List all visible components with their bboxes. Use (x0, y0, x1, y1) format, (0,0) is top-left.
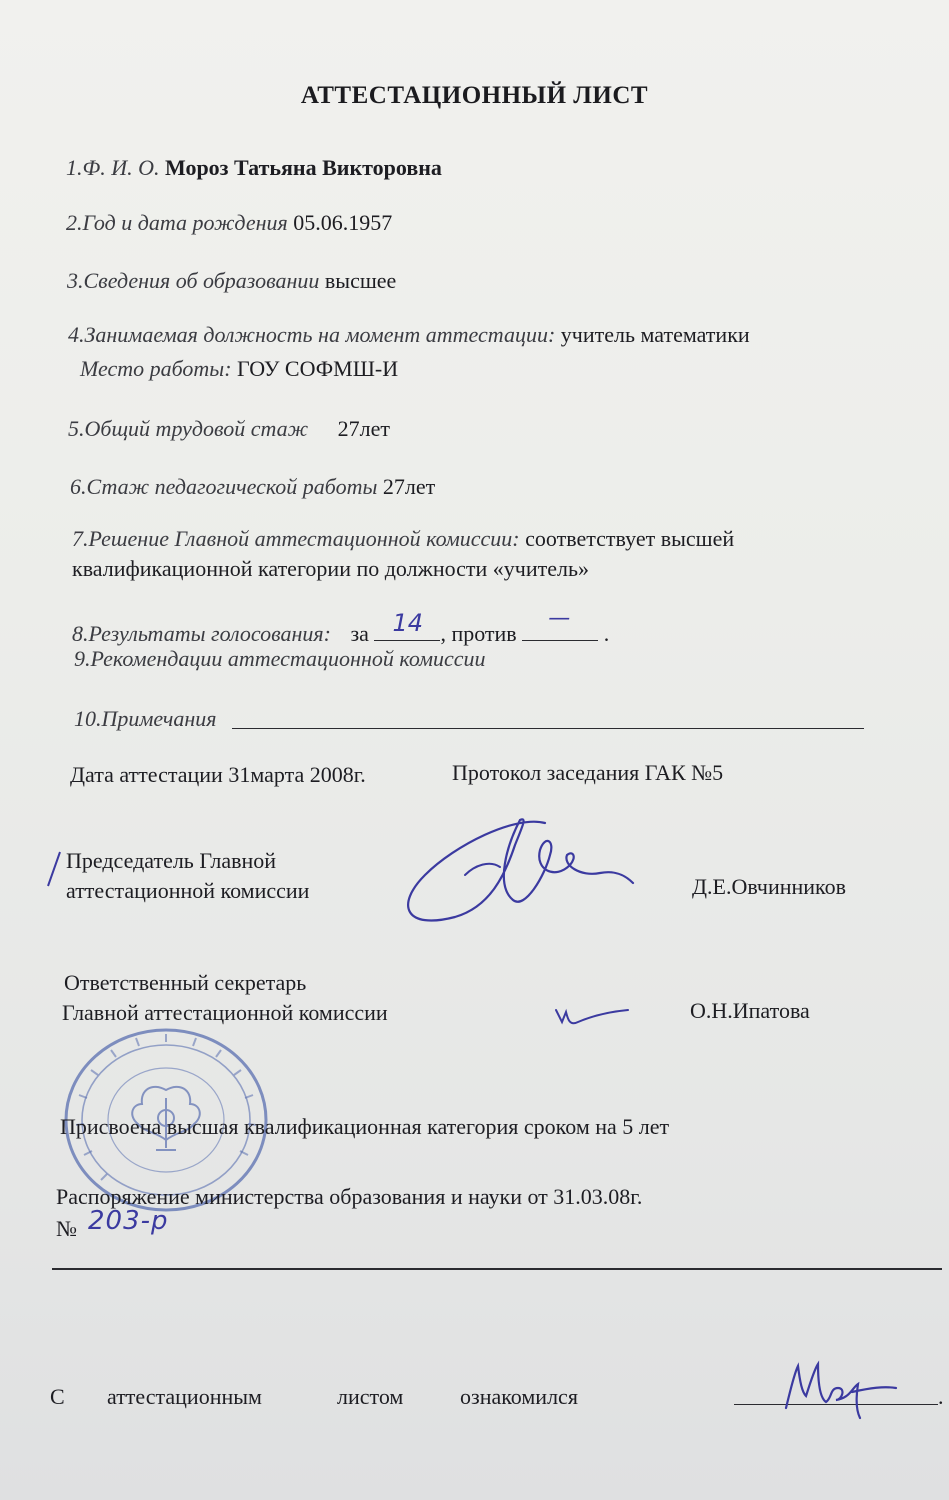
margin-pen-mark (44, 850, 64, 890)
order-line: Распоряжение министерства образования и науки от 31.03.08г. (56, 1184, 643, 1209)
secretary-title-line1: Ответственный секретарь (64, 970, 307, 995)
votes-against-value: — (548, 606, 571, 631)
protocol-number: Протокол заседания ГАК №5 (452, 760, 724, 785)
commission-decision-line2: квалификационной категории по должности «учитель» (72, 556, 590, 581)
field-position: 4.Занимаемая должность на момент аттестации: учитель математики (68, 322, 750, 347)
attestation-date: Дата аттестации 31марта 2008г. (70, 762, 366, 787)
notes-line (232, 728, 864, 729)
section-divider (52, 1268, 942, 1270)
field-notes: 10.Примечания (74, 706, 217, 731)
votes-against-blank (522, 606, 598, 641)
chairman-title-line1: Председатель Главной (66, 848, 277, 873)
secretary-name: О.Н.Ипатова (690, 998, 810, 1023)
secretary-title-line2: Главной аттестационной комиссии (62, 1000, 388, 1025)
secretary-signature (552, 1000, 632, 1030)
ack-word-3: листом (337, 1384, 404, 1409)
full-name-value: Мороз Татьяна Викторовна (164, 155, 442, 180)
field-teaching-experience: 6.Стаж педагогической работы 27лет (70, 474, 436, 499)
ack-period: . (938, 1384, 944, 1409)
chairman-name: Д.Е.Овчинников (692, 874, 846, 899)
document-title: АТТЕСТАЦИОННЫЙ ЛИСТ (300, 82, 649, 109)
votes-for-blank (374, 609, 440, 641)
field-recommendations: 9.Рекомендации аттестационной комиссии (74, 646, 486, 671)
field-commission-decision: 7.Решение Главной аттестационной комиссии: соответствует высшей (72, 526, 735, 551)
teacher-signature (780, 1352, 900, 1422)
field-total-experience: 5.Общий трудовой стаж 27лет (68, 416, 390, 441)
field-birth-date: 2.Год и дата рождения 05.06.1957 (66, 210, 393, 235)
field-education: 3.Сведения об образовании высшее (67, 268, 397, 293)
ack-word-1: С (50, 1384, 65, 1409)
order-number-label: № (56, 1216, 77, 1241)
chairman-title-line2: аттестационной комиссии (66, 878, 310, 903)
ack-word-4: ознакомился (460, 1384, 578, 1409)
ack-word-2: аттестационным (107, 1384, 262, 1409)
votes-for-value: 14 (392, 609, 423, 637)
category-assigned: Присвоена высшая квалификационная категория сроком на 5 лет (60, 1114, 670, 1139)
field-workplace: Место работы: ГОУ СОФМШ-И (80, 356, 399, 381)
order-number-value: 203-р (88, 1206, 169, 1236)
field-full-name: 1.Ф. И. О. Мороз Татьяна Викторовна (66, 155, 442, 180)
field-voting-results: 8.Результаты голосования: за 14 , против — . (72, 606, 610, 646)
chairman-signature (395, 805, 635, 935)
